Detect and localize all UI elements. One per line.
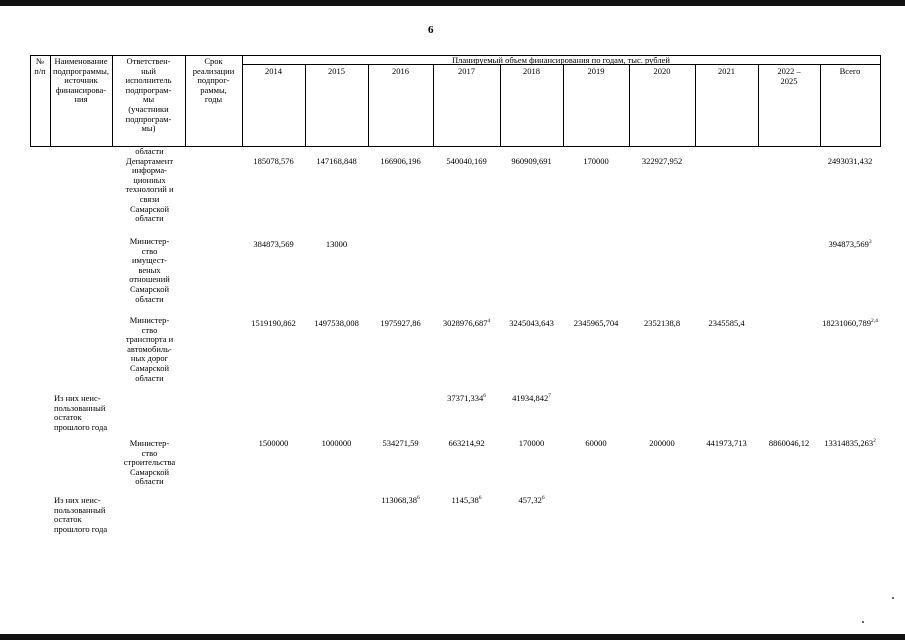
row-value: 37371,334$^6$ [447, 393, 486, 403]
row-value: 41934,842$^7$ [512, 393, 551, 403]
row-value: 185078,576 [253, 156, 294, 166]
row-value: 13314835,263$^2$ [824, 438, 876, 448]
row-value: 3028976,687$^4$ [442, 318, 491, 328]
page-number: 6 [428, 24, 434, 36]
row-executor: Министер- ство строительства Самарской области [123, 438, 176, 487]
row-executor: Министер- ство имущест- веных отношений Самарской области [129, 236, 170, 304]
footnote-marker: 2,4 [871, 318, 878, 325]
row-value: 1000000 [321, 438, 352, 448]
header-name: Наименование подпрограммы, источник финансирова- ния [52, 56, 110, 105]
row-executor: области Департамент информа- ционных технологий и связи Самарской области [125, 146, 174, 224]
header-planned: Планируемый объем финансирования по годам, тыс. рублей [452, 55, 670, 65]
header-year-5: 2019 [587, 66, 605, 76]
header-year-4: 2018 [523, 66, 540, 76]
footnote-marker: 2 [873, 438, 876, 445]
row-value: 13000 [325, 239, 348, 249]
row-value: 170000 [518, 438, 545, 448]
row-name: Из них неис- пользованный остаток прошлого года [54, 495, 108, 534]
scan-speck [892, 597, 894, 599]
header-year-6: 2020 [653, 66, 671, 76]
row-name: Из них неис- пользованный остаток прошлого года [54, 393, 108, 432]
header-executor: Ответствен- ный исполнитель подпрограм- мы (участники подпрограм- мы) [125, 56, 172, 134]
row-value: 1975927,86 [380, 318, 421, 328]
header-year-2: 2016 [392, 66, 409, 76]
header-year-3: 2017 [458, 66, 475, 76]
row-executor: Министер- ство транспорта и автомобиль- ных дорог Самарской области [125, 315, 174, 383]
bottom-scan-border [0, 634, 905, 640]
row-value: 540040,169 [446, 156, 487, 166]
row-value: 441973,713 [706, 438, 747, 448]
header-year-1: 2015 [328, 66, 345, 76]
row-value: 170000 [583, 156, 609, 166]
row-value: 200000 [649, 438, 675, 448]
row-value: 8860046,12 [768, 438, 810, 448]
row-value: 534271,59 [382, 438, 419, 448]
header-year-7: 2021 [718, 66, 735, 76]
row-value: 384873,569 [253, 239, 294, 249]
row-value: 2493031,432 [827, 156, 873, 166]
row-value: 457,32$^6$ [518, 495, 545, 505]
row-value: 166906,196 [380, 156, 421, 166]
row-value: 1500000 [258, 438, 289, 448]
row-value: 18231060,789$^{2,4}$ [822, 318, 878, 328]
row-value: 2345965,704 [573, 318, 619, 328]
footnote-marker: 6 [483, 393, 486, 400]
footnote-marker: 3 [868, 239, 872, 246]
row-value: 60000 [585, 438, 607, 448]
row-value: 147168,848 [316, 156, 357, 166]
header-year-9: Всего [839, 66, 861, 76]
footnote-marker: 4 [487, 318, 491, 325]
row-value: 2352138,8 [643, 318, 681, 328]
footnote-marker: 7 [548, 393, 551, 400]
scan-speck [862, 621, 864, 623]
footnote-marker: 6 [478, 495, 482, 502]
header-term: Срок реализации подпрог- раммы, годы [192, 56, 235, 105]
row-value: 394873,569$^3$ [828, 239, 872, 249]
row-value: 2345585,4 [708, 318, 745, 328]
row-value: 1145,38$^6$ [451, 495, 482, 505]
footnote-marker: 6 [417, 495, 420, 502]
row-value: 322927,952 [641, 156, 683, 166]
row-value: 960909,691 [511, 156, 552, 166]
header-column-rule [880, 55, 881, 147]
row-value: 1519190,862 [251, 318, 296, 328]
footnote-marker: 6 [541, 495, 545, 502]
row-value: 1497538,008 [314, 318, 359, 328]
top-scan-border [0, 0, 905, 6]
header-year-8: 2022 – 2025 [777, 66, 801, 86]
header-num: № п/п [34, 56, 46, 76]
row-value: 113068,38$^6$ [381, 495, 420, 505]
row-value: 3245043,643 [509, 318, 554, 328]
row-value: 663214,92 [448, 438, 485, 448]
header-year-0: 2014 [265, 66, 282, 76]
